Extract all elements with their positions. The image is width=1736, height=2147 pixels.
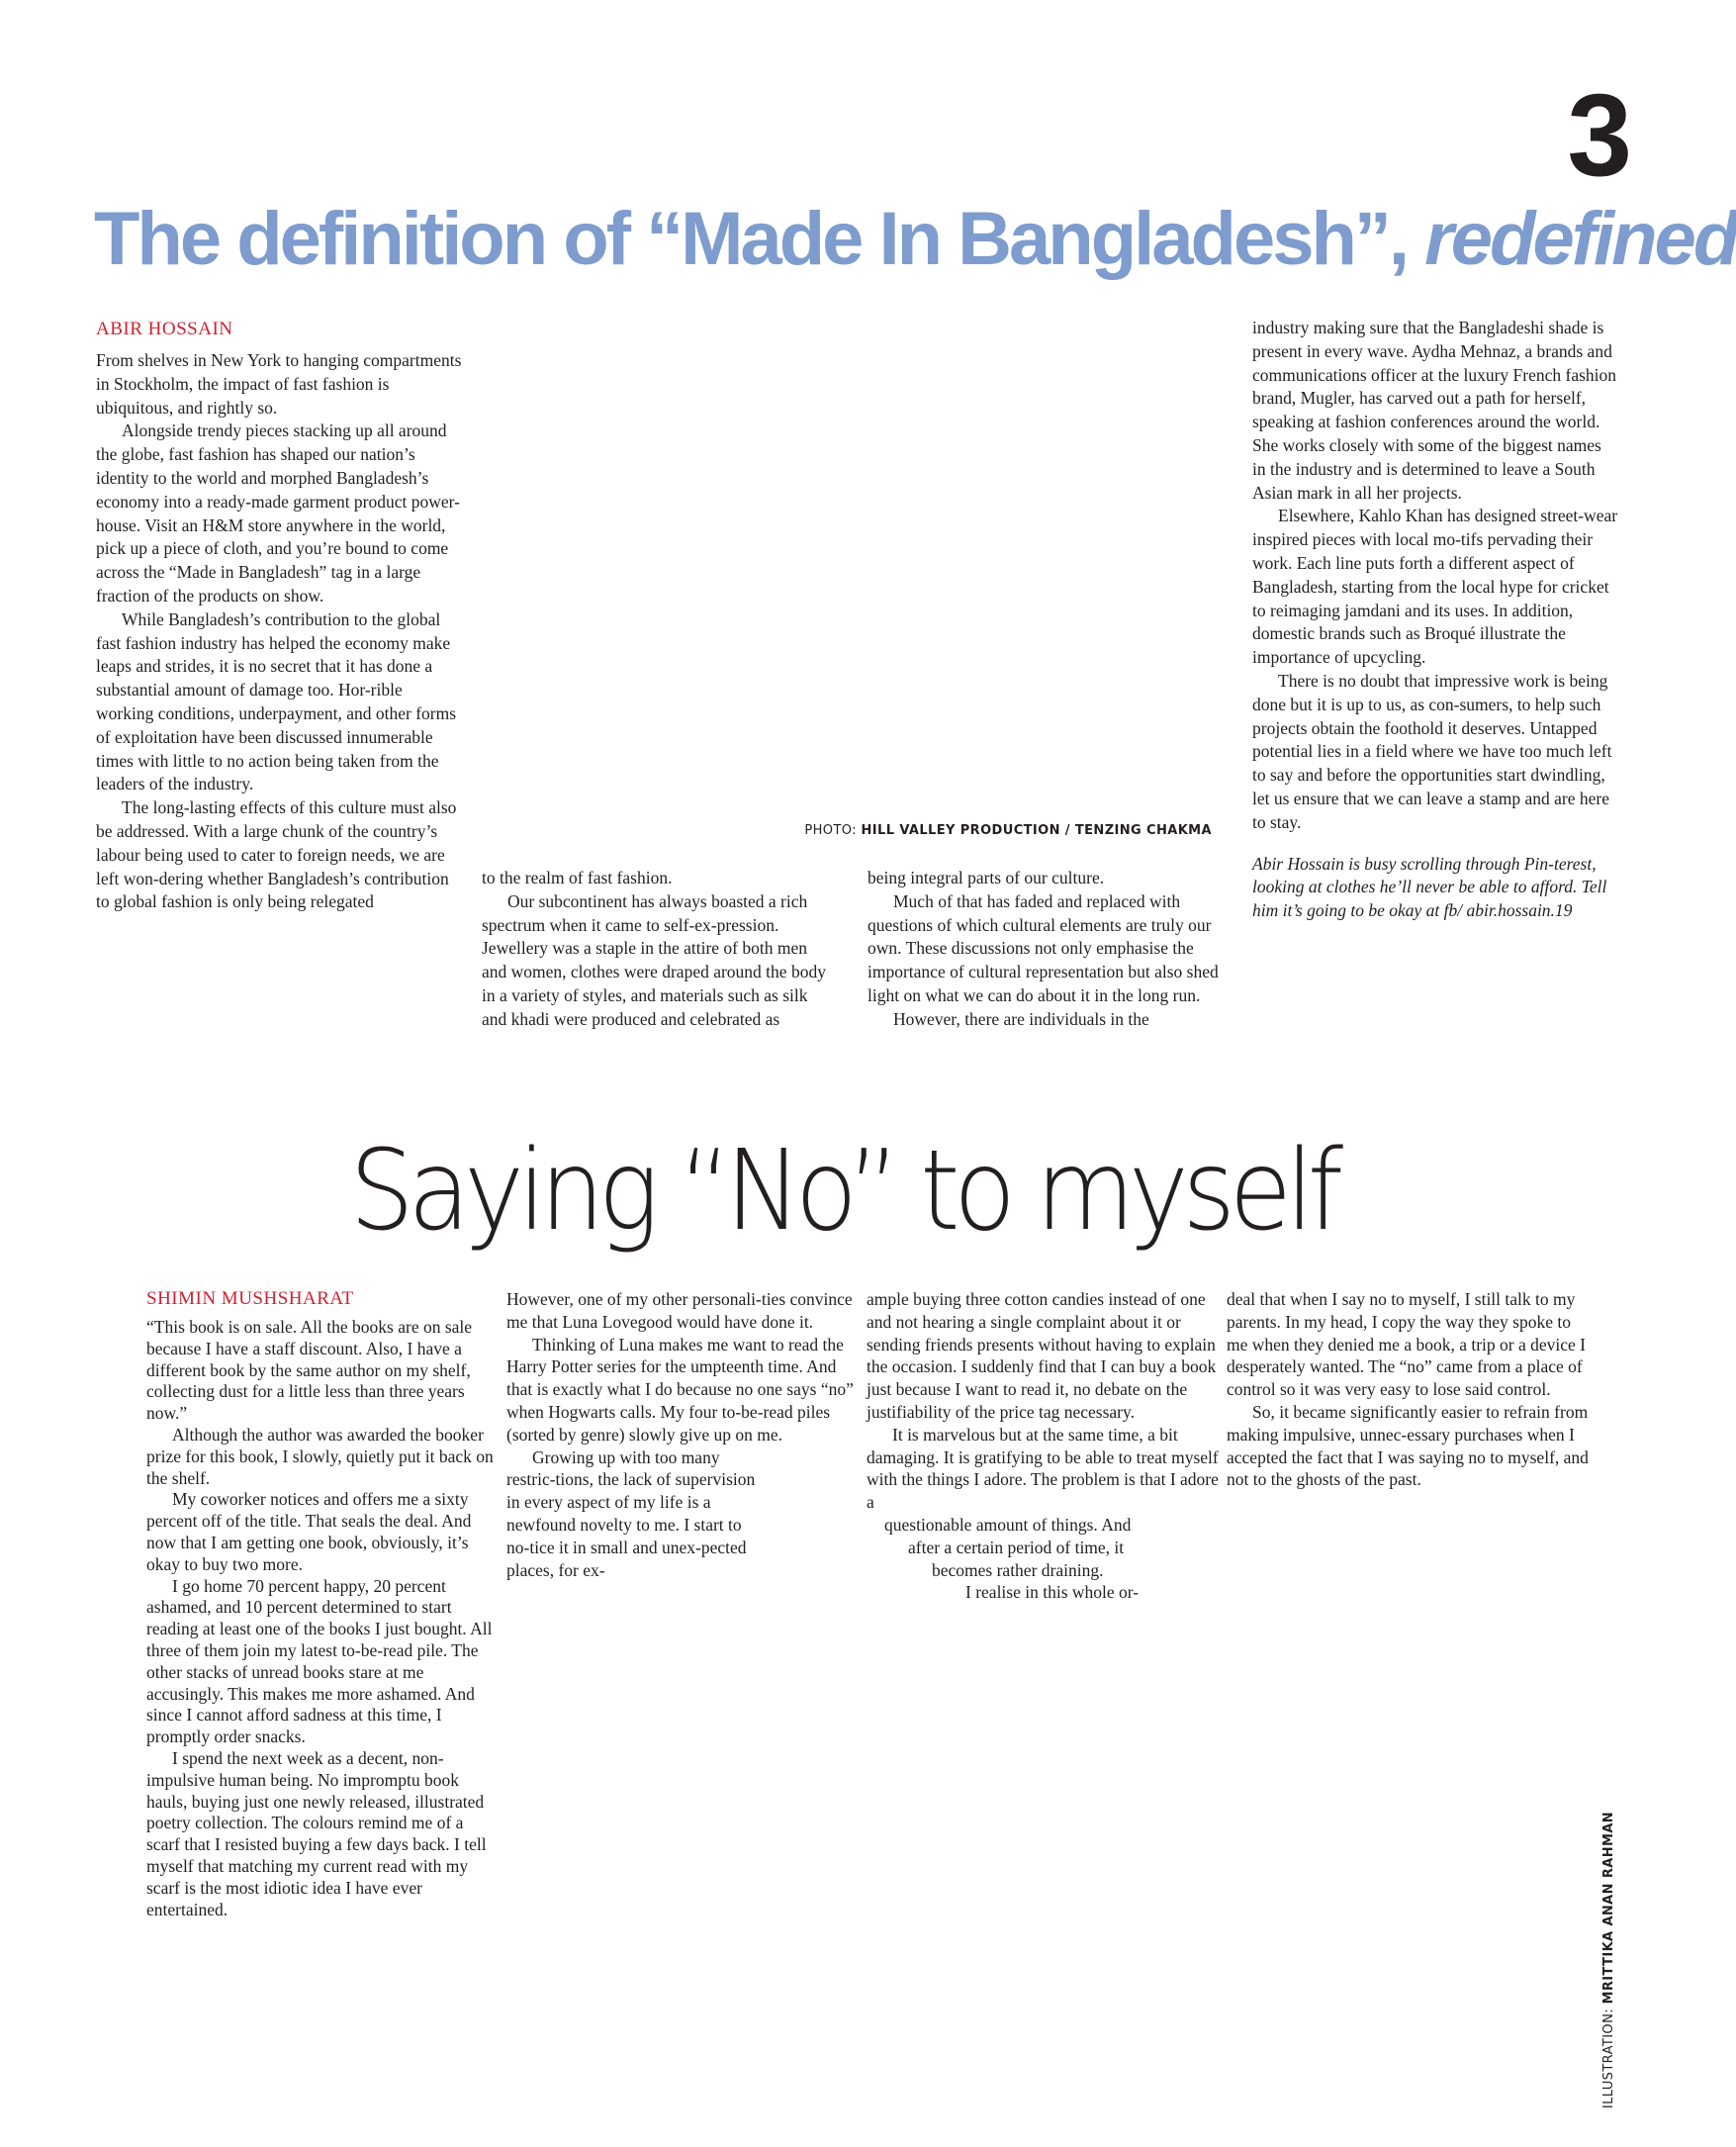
page-number: 3 — [1567, 70, 1632, 201]
paragraph: being integral parts of our culture. — [868, 868, 1105, 887]
article1-photo — [482, 323, 1214, 812]
paragraph: becomes rather draining. — [932, 1559, 1104, 1580]
paragraph: questionable amount of things. And — [884, 1514, 1132, 1535]
paragraph: Alongside trendy pieces stacking up all around the globe, fast fashion has shaped our nation’s identity to the world and morphed Bangladesh’s economy into a ready-made garment product power-house. Visit an H&M store anywhere in the world, pick up a piece of cloth, and you’re bound to come across the “Made in Bangladesh” tag in a large fraction of the products on show. — [96, 420, 460, 606]
paragraph: Our subcontinent has always boasted a rich spectrum when it came to self-ex-pression. Jewellery was a staple in the attire of both men and women, clothes were draped around the body in a variety of styles, and materials such as silk and khadi were produced and celebrated as — [482, 890, 826, 1029]
article2-column-4 — [1227, 1288, 1593, 1491]
photo-credit-label: PHOTO: — [804, 823, 857, 838]
article1-photo-credit — [712, 823, 1212, 838]
paragraph: The long-lasting effects of this culture must also be addressed. With a large chunk of the country’s labour being used to cater to foreign needs, we are left won-dering whether Bangladesh’s contribution to global fashion is only being relegated — [96, 797, 457, 912]
paragraph: ample buying three cotton candies instead of one and not hearing a single complaint about it or sending friends presents without having to explain the occasion. I suddenly find that I can buy a book just because I want to read it, no debate on the justifiability of the price tag necessary. — [867, 1289, 1217, 1422]
article1-column-1 — [96, 349, 462, 914]
paragraph: While Bangladesh’s contribution to the global fast fashion industry has helped the economy make leaps and strides, it is no secret that it has done a substantial amount of damage too. Hor-rible working conditions, underpayment, and other forms of exploitation have been discussed innumerable times with little to no action being taken from the leaders of the industry. — [96, 608, 457, 794]
article1-headline-main: The definition of “Made In Bangladesh”, — [94, 197, 1408, 281]
article2-column-2 — [506, 1288, 857, 1581]
paragraph: “This book is on sale. All the books are on sale because I have a staff discount. Also, I have a different book by the same author on my shelf, collecting dust for a little less than three years now.” — [146, 1317, 473, 1424]
paragraph: Thinking of Luna makes me want to read the Harry Potter series for the umpteenth time. And that is exactly what I do because no one says “no” when Hogwarts calls. My four to-be-read piles (sorted by genre) slowly give up on me. — [506, 1334, 854, 1445]
illustration-credit-name: MRITTIKA ANAN RAHMAN — [1601, 1811, 1616, 2005]
paragraph: So, it became significantly easier to refrain from making impulsive, unnec-essary purchases when I accepted the fact that I was saying no to myself, and not to the ghosts of the past. — [1227, 1401, 1589, 1490]
article2-byline: SHIMIN MUSHSHARAT — [146, 1288, 354, 1309]
article1-column-2 — [482, 867, 828, 1032]
paragraph: It is marvelous but at the same time, a bit damaging. It is gratifying to be able to treat myself with the things I adore. The problem is that I adore a — [867, 1424, 1219, 1513]
article2-column-3 — [867, 1288, 1223, 1604]
article1-column-4 — [1252, 317, 1618, 923]
paragraph: I go home 70 percent happy, 20 percent ashamed, and 10 percent determined to start reading at least one of the books I just bought. All three of them join my latest to-be-read pile. The other stacks of unread books stare at me accusingly. This makes me more ashamed. And since I cannot afford sadness at this time, I promptly order snacks. — [146, 1575, 493, 1747]
author-note: Abir Hossain is busy scrolling through Pin-terest, looking at clothes he’ll never be able to afford. Tell him it’s going to be okay at fb/ abir.hossain.19 — [1252, 853, 1607, 921]
paragraph: after a certain period of time, it — [908, 1537, 1125, 1557]
paragraph: deal that when I say no to myself, I still talk to my parents. In my head, I copy the way they spoke to me when they denied me a book, a trip or a device I desperately wanted. The “no” came from a place of control so it was very easy to lose said control. — [1227, 1289, 1586, 1400]
paragraph: However, one of my other personali-ties convince me that Luna Lovegood would have done it. — [506, 1289, 853, 1332]
article1-byline: ABIR HOSSAIN — [96, 319, 233, 339]
article1-column-3 — [868, 867, 1226, 1032]
illustration-credit-label: ILLUSTRATION: — [1601, 2008, 1616, 2109]
paragraph: From shelves in New York to hanging compartments in Stockholm, the impact of fast fashion is ubiquitous, and rightly so. — [96, 350, 462, 418]
photo-credit-name: HILL VALLEY PRODUCTION / TENZING CHAKMA — [861, 823, 1212, 838]
article1-headline-italic: redefined — [1424, 197, 1736, 281]
paragraph: However, there are individuals in the — [893, 1008, 1149, 1029]
article2-illustration-credit — [1601, 1802, 1627, 2118]
paragraph: There is no doubt that impressive work is being done but it is up to us, as con-sumers, to help such projects obtain the foothold it deserves. Untapped potential lies in a field where we have too much left to say and before the opportunities start dwindling, let us ensure that we can leave a stamp and are here to stay. — [1252, 670, 1612, 832]
paragraph: Although the author was awarded the booker prize for this book, I slowly, quietly put it back on the shelf. — [146, 1424, 494, 1488]
paragraph: Growing up with too many restric-tions, the lack of supervision in every aspect of my life is a newfound novelty to me. I start to no-tice it in small and unex-pected places, for ex- — [506, 1447, 756, 1580]
article2-column-1 — [146, 1317, 495, 1920]
paragraph: industry making sure that the Bangladeshi shade is present in every wave. Aydha Mehnaz, a brands and communications officer at the luxury French fashion brand, Mugler, has carved out a path for herself, speaking at fashion conferences around the world. She works closely with some of the biggest names in the industry and is determined to leave a South Asian mark in all her projects. — [1252, 318, 1617, 503]
paragraph: Much of that has faded and replaced with questions of which cultural elements are truly our own. These discussions not only emphasise the importance of cultural representation but also shed light on what we can do about it in the long run. — [868, 890, 1219, 1005]
paragraph: I spend the next week as a decent, non-impulsive human being. No impromptu book hauls, buying just one newly released, illustrated poetry collection. The colours remind me of a scarf that I resisted buying a few days back. I tell myself that matching my current read with my scarf is the most idiotic idea I have ever entertained. — [146, 1747, 487, 1919]
paragraph: My coworker notices and offers me a sixty percent off of the title. That seals the deal. And now that I am getting one book, obviously, it’s okay to buy two more. — [146, 1489, 472, 1574]
paragraph: Elsewhere, Kahlo Khan has designed street-wear inspired pieces with local mo-tifs pervading their work. Each line puts forth a different aspect of Bangladesh, starting from the local hype for cricket to reimaging jamdani and its uses. In addition, domestic brands such as Broqué illustrate the importance of upcycling. — [1252, 506, 1618, 668]
article2-headline: Saying “No” to myself — [349, 1127, 1337, 1256]
paragraph: to the realm of fast fashion. — [482, 868, 673, 887]
paragraph: I realise in this whole or- — [965, 1582, 1140, 1603]
article1-headline — [94, 197, 1736, 281]
